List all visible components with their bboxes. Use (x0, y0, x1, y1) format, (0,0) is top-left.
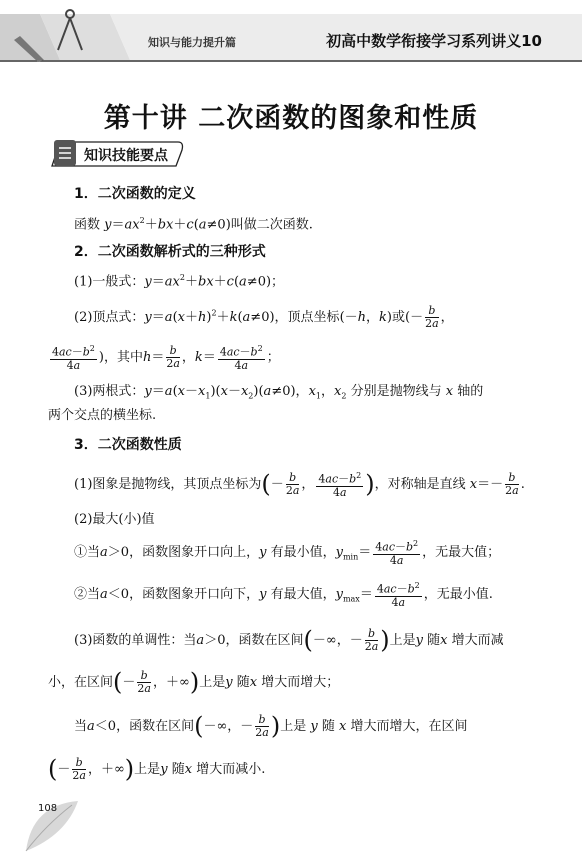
property-2-title: (2)最大(小)值 (74, 512, 155, 527)
monotonicity-line-4: (－ $\frac{b}{2a}$ ，＋∞)上是y 随x 增大而减小. (48, 755, 266, 783)
general-form-line: (1)一般式：$y=ax^2+bx+c(a\ne 0)$； (74, 273, 285, 290)
knowledge-tag-label: 知识技能要点 (84, 148, 168, 164)
vertex-form-line: (2)顶点式：$y=a(x+h)^2+k(a\ne 0)$，顶点坐标(－h，k)或(－ $\frac{b}{2a}$ ， (74, 304, 454, 330)
vertex-form-line-2: $\frac{4ac-b^2}{4a}$ )，其中h＝ $\frac{b}{2a}$ ，k＝ $\frac{4ac-b^2}{4a}$ ； (52, 343, 280, 372)
monotonicity-line-1: (3)函数的单调性：当a＞0，函数在区间(－∞，－ $\frac{b}{2a}$ )上是y 随x 增大而减 (74, 626, 504, 654)
case-2-line: ②当a＜0，函数图象开口向下，y 有最大值，$y_{max}=$ $\frac{4ac-b^2}{4a}$ ，无最小值. (74, 581, 493, 609)
section-3-title: 3．二次函数性质 (74, 437, 182, 453)
roots-form-line: (3)两根式：$y=a(x-x_1)(x-x_2)(a\ne 0)$，$x_1$，$x_2$ 分别是抛物线与 x 轴的 (74, 384, 484, 401)
case-1-line: ①当a＞0，函数图象开口向上，y 有最小值，$y_{min}=$ $\frac{4ac-b^2}{4a}$ ，无最大值； (74, 539, 501, 567)
section-1-title: 1．二次函数的定义 (74, 186, 196, 202)
section-2-title: 2．二次函数解析式的三种形式 (74, 244, 266, 260)
header-section-label: 知识与能力提升篇 (148, 36, 236, 49)
monotonicity-line-2: 小，在区间(－ $\frac{b}{2a}$ ，＋∞)上是y 随x 增大而增大； (48, 668, 340, 696)
page-title: 第十讲 二次函数的图象和性质 (103, 103, 479, 134)
page-number: 108 (38, 803, 58, 814)
header-series-title: 初高中数学衔接学习系列讲义10 (326, 32, 542, 50)
roots-form-line-2: 两个交点的横坐标. (48, 408, 157, 423)
definition-line: 函数 $y=ax^2+bx+c(a\ne 0)$叫做二次函数. (74, 216, 313, 233)
page-header (0, 0, 582, 66)
monotonicity-line-3: 当a＜0，函数在区间(－∞，－ $\frac{b}{2a}$ )上是 y 随 x 增大而增大，在区间 (74, 712, 468, 740)
property-1-line: (1)图象是抛物线，其顶点坐标为(－ $\frac{b}{2a}$ ， $\frac{4ac-b^2}{4a}$ )，对称轴是直线 x＝－ $\frac{b}{2a}$ . (74, 470, 525, 499)
